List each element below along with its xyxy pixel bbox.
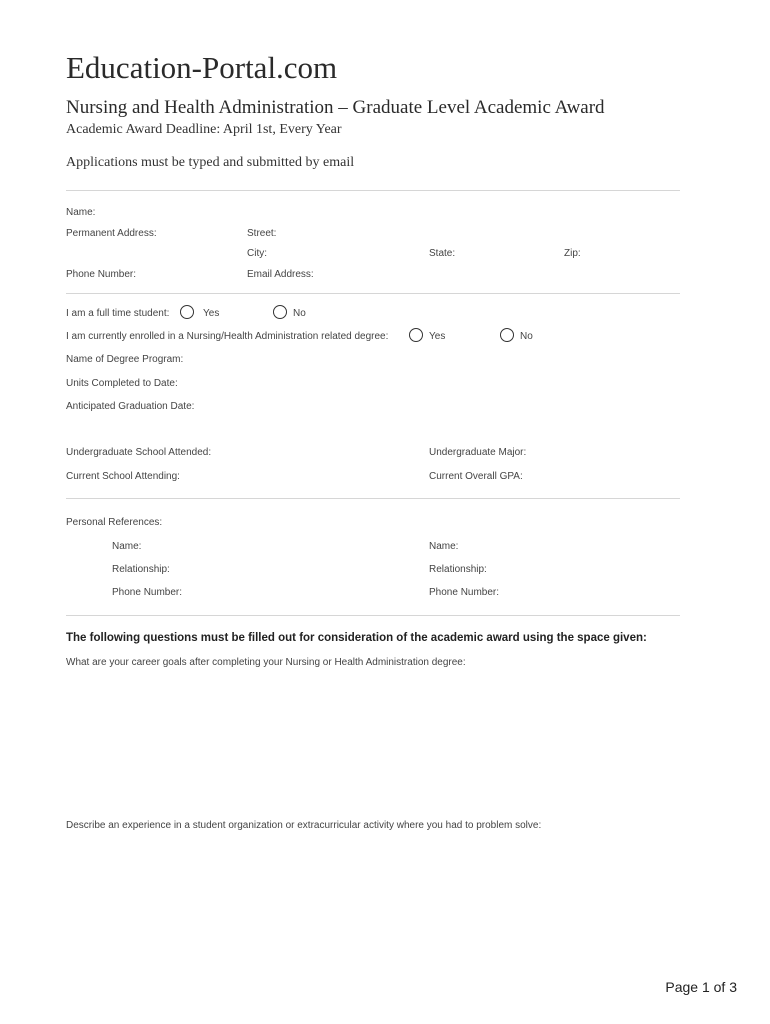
reference-1-name-label: Name: <box>112 541 142 552</box>
divider <box>66 615 680 616</box>
city-label: City: <box>247 248 267 259</box>
reference-2-phone-label: Phone Number: <box>429 587 500 598</box>
phone-label: Phone Number: <box>66 269 137 280</box>
undergrad-school-label: Undergraduate School Attended: <box>66 447 212 458</box>
full-time-yes-radio[interactable] <box>180 305 194 319</box>
award-deadline: Academic Award Deadline: April 1st, Every Year <box>66 122 342 137</box>
full-time-yes-label: Yes <box>203 308 220 319</box>
form-title: Nursing and Health Administration – Graduate Level Academic Award <box>66 97 605 118</box>
reference-1-phone-label: Phone Number: <box>112 587 183 598</box>
nursing-degree-yes-label: Yes <box>429 331 446 342</box>
references-heading: Personal References: <box>66 517 163 528</box>
undergrad-major-label: Undergraduate Major: <box>429 447 527 458</box>
name-label: Name: <box>66 207 96 218</box>
question-problem-solving: Describe an experience in a student organization or extracurricular activity where you had to problem solve: <box>66 820 542 831</box>
nursing-degree-yes-radio[interactable] <box>409 328 423 342</box>
full-time-question: I am a full time student: <box>66 308 170 319</box>
degree-program-label: Name of Degree Program: <box>66 354 184 365</box>
full-time-no-label: No <box>293 308 306 319</box>
site-name: Education-Portal.com <box>66 50 338 85</box>
current-gpa-label: Current Overall GPA: <box>429 471 523 482</box>
page-number: Page 1 of 3 <box>665 979 737 995</box>
full-time-no-radio[interactable] <box>273 305 287 319</box>
reference-1-relationship-label: Relationship: <box>112 564 170 575</box>
street-label: Street: <box>247 228 277 239</box>
divider <box>66 190 680 191</box>
nursing-degree-question: I am currently enrolled in a Nursing/Health Administration related degree: <box>66 331 389 342</box>
graduation-date-label: Anticipated Graduation Date: <box>66 401 195 412</box>
divider <box>66 293 680 294</box>
divider <box>66 498 680 499</box>
current-school-label: Current School Attending: <box>66 471 180 482</box>
nursing-degree-no-label: No <box>520 331 533 342</box>
reference-2-name-label: Name: <box>429 541 459 552</box>
state-label: State: <box>429 248 456 259</box>
question-career-goals: What are your career goals after completing your Nursing or Health Administration degree: <box>66 657 466 668</box>
units-completed-label: Units Completed to Date: <box>66 378 178 389</box>
email-label: Email Address: <box>247 269 314 280</box>
zip-label: Zip: <box>564 248 581 259</box>
nursing-degree-no-radio[interactable] <box>500 328 514 342</box>
submission-instructions: Applications must be typed and submitted by email <box>66 155 355 170</box>
permanent-address-label: Permanent Address: <box>66 228 157 239</box>
questions-heading: The following questions must be filled out for consideration of the academic award using the space given: <box>66 632 647 644</box>
reference-2-relationship-label: Relationship: <box>429 564 487 575</box>
